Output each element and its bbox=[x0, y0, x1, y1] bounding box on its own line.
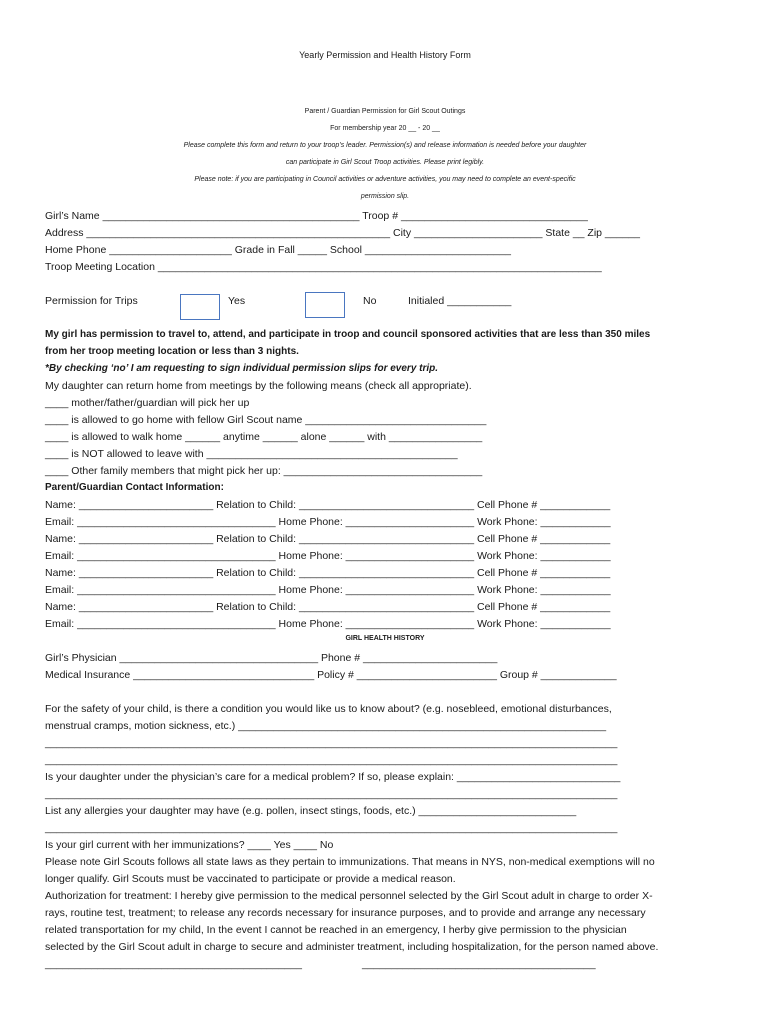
safety-blank-line-2[interactable]: __________________________________________________________________________________________________ bbox=[45, 754, 618, 766]
return-option-parent[interactable]: ____ mother/father/guardian will pick her up bbox=[45, 397, 250, 409]
contact-4-email-row[interactable]: Email: __________________________________ Home Phone: ______________________ Work Phone: ____________ bbox=[45, 618, 611, 630]
authorization-line-3: related transportation for my child, In the event I cannot be reached in an emergency, I herby give permission to the physician bbox=[45, 924, 627, 936]
yes-label: Yes bbox=[228, 295, 246, 307]
membership-year[interactable]: For membership year 20 __ - 20 __ bbox=[330, 125, 440, 132]
health-history-heading: GIRL HEALTH HISTORY bbox=[345, 635, 425, 642]
contact-2-email-row[interactable]: Email: __________________________________ Home Phone: ______________________ Work Phone: ____________ bbox=[45, 550, 611, 562]
yes-checkbox[interactable] bbox=[180, 294, 220, 320]
contact-info-heading: Parent/Guardian Contact Information: bbox=[45, 482, 224, 493]
contact-1-name-row[interactable]: Name: _______________________ Relation to Child: ______________________________ Cell Phone # ____________ bbox=[45, 499, 611, 511]
contact-1-email-row[interactable]: Email: __________________________________ Home Phone: ______________________ Work Phone: ____________ bbox=[45, 516, 611, 528]
signature-line-left[interactable]: ____________________________________________ bbox=[45, 958, 302, 970]
physician-care-blank-line[interactable]: __________________________________________________________________________________________________ bbox=[45, 788, 618, 800]
address-field[interactable]: Address ____________________________________________________ City ______________________ State __ Zip ______ bbox=[45, 227, 640, 239]
physician-care-question[interactable]: Is your daughter under the physician’s care for a medical problem? If so, please explain: ____________________________ bbox=[45, 771, 621, 783]
return-option-not-allowed[interactable]: ____ is NOT allowed to leave with ___________________________________________ bbox=[45, 448, 458, 460]
insurance-field[interactable]: Medical Insurance _______________________________ Policy # ________________________ Group # _____________ bbox=[45, 669, 617, 681]
instructions-line-2: can participate in Girl Scout Troop activities. Please print legibly. bbox=[285, 159, 485, 166]
return-home-instructions: My daughter can return home from meetings by the following means (check all appropriate). bbox=[45, 380, 472, 392]
signature-line-right[interactable]: ________________________________________ bbox=[362, 958, 596, 970]
contact-3-email-row[interactable]: Email: __________________________________ Home Phone: ______________________ Work Phone: ____________ bbox=[45, 584, 611, 596]
allergies-blank-line[interactable]: __________________________________________________________________________________________________ bbox=[45, 822, 618, 834]
physician-field[interactable]: Girl’s Physician __________________________________ Phone # _______________________ bbox=[45, 652, 498, 664]
form-title: Yearly Permission and Health History Form bbox=[299, 50, 471, 60]
permission-for-trips-label: Permission for Trips bbox=[45, 295, 138, 307]
checking-no-note: *By checking ‘no’ I am requesting to sign individual permission slips for every trip. bbox=[45, 363, 439, 374]
nys-note-line-2: longer qualify. Girl Scouts must be vaccinated to participate or provide a medical reason. bbox=[45, 873, 456, 885]
instructions-line-1: Please complete this form and return to your troop’s leader. Permission(s) and release information is needed before your daughter bbox=[183, 142, 587, 149]
initialed-field[interactable]: Initialed ___________ bbox=[408, 295, 512, 307]
no-checkbox[interactable] bbox=[305, 292, 345, 318]
home-phone-field[interactable]: Home Phone _____________________ Grade in Fall _____ School _________________________ bbox=[45, 244, 511, 256]
troop-meeting-location-field[interactable]: Troop Meeting Location ____________________________________________________________________________ bbox=[45, 261, 602, 273]
contact-2-name-row[interactable]: Name: _______________________ Relation to Child: ______________________________ Cell Phone # ____________ bbox=[45, 533, 611, 545]
permission-statement-line-1: My girl has permission to travel to, attend, and participate in troop and council sponsored activities that are less than 350 miles bbox=[45, 329, 651, 340]
authorization-line-4: selected by the Girl Scout adult in charge to secure and administer treatment, including hospitalization, for the person named above. bbox=[45, 941, 659, 953]
permission-statement-line-2: from her troop meeting location or less than 3 nights. bbox=[45, 346, 299, 357]
safety-question-line-2[interactable]: menstrual cramps, motion sickness, etc.) _______________________________________________________________ bbox=[45, 720, 607, 732]
no-label: No bbox=[363, 295, 377, 307]
note-line-1: Please note: if you are participating in Council activities or adventure activities, you may need to complete an event-specific bbox=[194, 176, 576, 183]
note-line-2: permission slip. bbox=[360, 193, 410, 200]
contact-4-name-row[interactable]: Name: _______________________ Relation to Child: ______________________________ Cell Phone # ____________ bbox=[45, 601, 611, 613]
safety-question-line-1: For the safety of your child, is there a condition you would like us to know about? (e.g. nosebleed, emotional disturbances, bbox=[45, 703, 612, 715]
authorization-line-1: Authorization for treatment: I hereby give permission to the medical personnel selected by the Girl Scout adult in charge to order X- bbox=[45, 890, 653, 902]
form-subtitle: Parent / Guardian Permission for Girl Scout Outings bbox=[304, 108, 466, 115]
return-option-fellow-scout[interactable]: ____ is allowed to go home with fellow Girl Scout name _______________________________ bbox=[45, 414, 487, 426]
authorization-line-2: rays, routine test, treatment; to release any records necessary for insurance purposes, and to provide and arrange any necessary bbox=[45, 907, 646, 919]
allergies-question[interactable]: List any allergies your daughter may have (e.g. pollen, insect stings, foods, etc.) ___________________________ bbox=[45, 805, 577, 817]
nys-note-line-1: Please note Girl Scouts follows all state laws as they pertain to immunizations. That means in NYS, non-medical exemptions will no bbox=[45, 856, 655, 868]
immunizations-question[interactable]: Is your girl current with her immunizations? ____ Yes ____ No bbox=[45, 839, 334, 851]
girls-name-field[interactable]: Girl’s Name ____________________________________________ Troop # ________________________________ bbox=[45, 210, 588, 222]
return-option-family[interactable]: ____ Other family members that might pick her up: __________________________________ bbox=[45, 465, 483, 477]
safety-blank-line-1[interactable]: __________________________________________________________________________________________________ bbox=[45, 737, 618, 749]
contact-3-name-row[interactable]: Name: _______________________ Relation to Child: ______________________________ Cell Phone # ____________ bbox=[45, 567, 611, 579]
return-option-walk[interactable]: ____ is allowed to walk home ______ anytime ______ alone ______ with ________________ bbox=[45, 431, 483, 443]
